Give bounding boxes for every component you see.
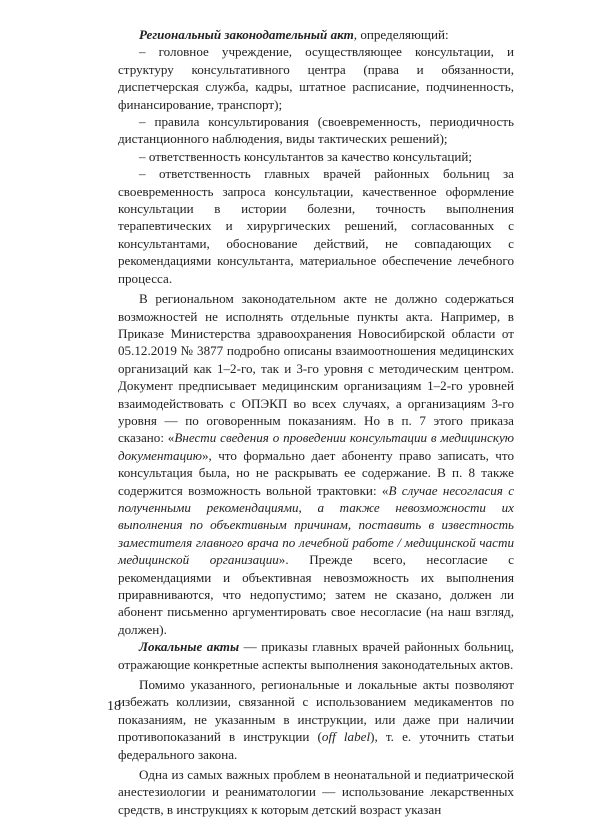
paragraph-text: », что формально дает абоненту право записать, что консультация была, но не раскрывать ее содержание. В п. 8 также содержится возможность вольной трактовки: « [118,447,514,498]
italic-term: off label [321,729,371,745]
paragraph-regional-act [118,26,514,43]
paragraph-regional-act-requirements [118,290,514,638]
italic-quote: Внести сведения о проведении консультации в медицинскую документацию [118,430,514,463]
paragraph-pediatric-anesthesiology: Одна из самых важных проблем в неонатальной и педиатрической анестезиологии и реаниматологии — использование лекарственных средств, в инструкциях к которым детский возраст указан [118,767,514,817]
paragraph-text: Помимо указанного, региональные и локальные акты позволяют избежать коллизии, связанной с использованием медикаментов по показаниям, не указанным в инструкции, или даже при наличии противопоказаний в инструкции ( [118,677,514,745]
paragraph-text: — приказы главных врачей районных больниц, отражающие конкретные аспекты выполнения законодательных актов. [118,639,514,672]
paragraph-text: В региональном законодательном акте не должно содержаться возможностей не исполнять отдельные пункты акта. Например, в Приказе Министерства здравоохранения Новосибирской области от 05.12.2019 № 3877 подробно описаны взаимоотношения медицинских организаций как 1–2-го, так и 3-го уровня с методическим центром. Документ предписывает медицинским организациям 1–2-го уровней взаимодействовать с ОПЭКП во всех случаях, а организациям 3-го уровня — по оговоренным показаниям. Но в п. 7 этого приказа сказано: « [118,291,514,446]
list-item: – головное учреждение, осуществляющее консультации, и структуру консультативного центра (права и обязанности, диспетчерская служба, кадры, штатное расписание, подчиненность, финансирование, транспорт); [118,44,514,112]
list-item: – ответственность главных врачей районных больниц за своевременность запроса консультации, качественное оформление консультации в истории болезни, точность выполнения терапевтических и хирургических решений, согласованных с консультантами, обоснование действий, не совпадающих с рекомендациями консультанта, материальное обеспечение лечебного процесса. [118,166,514,286]
paragraph-text: , определяющий: [353,27,449,42]
page-body [118,26,514,818]
page-number: 18 [107,699,121,714]
italic-quote: В случае несогласия с полученными рекомендациями, а также невозможности их выполнения по объективным причинам, поставить в известность заместителя главного врача по лечебной работе / медицинской части медицинской организации [118,482,515,568]
bold-term-local-acts: Локальные акты [139,639,240,655]
paragraph-local-acts [118,638,514,673]
bold-term-regional-act: Региональный законодательный акт [139,27,354,42]
list-item: – ответственность консультантов за качество консультаций; [139,148,473,164]
list-item: – правила консультирования (своевременность, периодичность дистанционного наблюдения, виды тактических решений); [118,114,514,147]
paragraph-text: ), т. е. уточнить статьи федерального закона. [118,729,514,762]
paragraph-text: ». Прежде всего, несогласие с рекомендациями и объективная невозможность их выполнения приравниваются, что недопустимо; затем не сказано, должен ли абонент письменно аргументировать свое несогласие (на наш взгляд, должен). [118,552,514,637]
paragraph-off-label [118,676,514,763]
